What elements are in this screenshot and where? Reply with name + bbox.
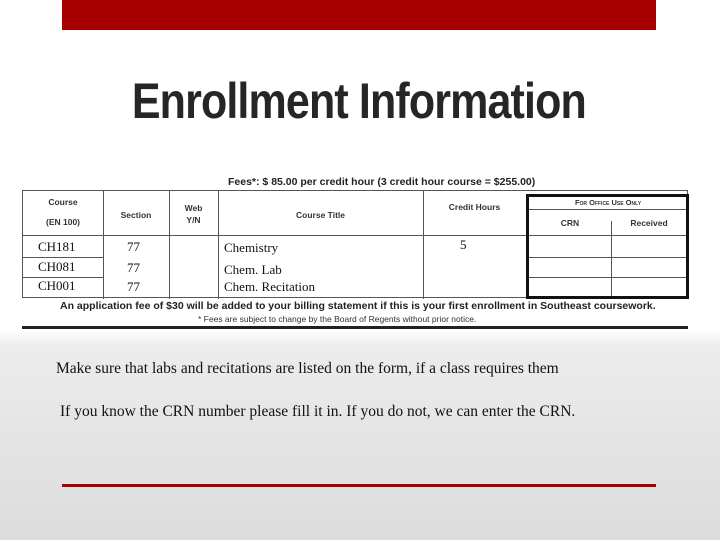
row-3-course: CH001 bbox=[38, 278, 76, 293]
labs-note: Make sure that labs and recitations are listed on the form, if a class requires them bbox=[56, 360, 559, 377]
row-1-section: 77 bbox=[127, 239, 140, 254]
col-divider bbox=[218, 191, 219, 299]
row-1-credit: 5 bbox=[460, 237, 467, 252]
row-2-title: Chem. Lab bbox=[224, 262, 282, 277]
header-web: Web bbox=[184, 203, 203, 213]
header-credit-hours: Credit Hours bbox=[448, 202, 501, 212]
enrollment-form-image bbox=[0, 168, 720, 330]
top-accent-bar bbox=[62, 0, 656, 30]
col-divider bbox=[103, 191, 104, 299]
row-divider bbox=[23, 257, 103, 258]
row-2-course: CH081 bbox=[38, 259, 76, 274]
header-course: Course bbox=[48, 197, 78, 207]
row-1-course: CH181 bbox=[38, 239, 76, 254]
header-office-use: For Office Use Only bbox=[574, 198, 642, 207]
header-received: Received bbox=[630, 218, 668, 228]
header-yn: Y/N bbox=[186, 215, 201, 225]
fees-text: Fees*: $ 85.00 per credit hour (3 credit hour course = $255.00) bbox=[228, 176, 536, 188]
fee-change-note: * Fees are subject to change by the Board of Regents without prior notice. bbox=[198, 314, 477, 324]
header-crn: CRN bbox=[560, 218, 580, 228]
row-2-section: 77 bbox=[127, 260, 140, 275]
course-table bbox=[22, 190, 688, 298]
application-fee-text: An application fee of $30 will be added to your billing statement if this is your first enrollment in Southeast coursework. bbox=[60, 300, 656, 312]
row-1-title: Chemistry bbox=[224, 240, 279, 255]
row-3-section: 77 bbox=[127, 279, 140, 294]
office-use-box bbox=[526, 194, 689, 299]
header-section: Section bbox=[120, 210, 152, 220]
row-3-title: Chem. Recitation bbox=[224, 279, 315, 294]
header-course-title: Course Title bbox=[296, 210, 345, 220]
bottom-accent-rule bbox=[62, 484, 656, 487]
form-bottom-rule bbox=[22, 326, 688, 329]
crn-note: If you know the CRN number please fill it in. If you do not, we can enter the CRN. bbox=[60, 403, 576, 420]
header-course-example: (EN 100) bbox=[45, 217, 80, 227]
page-title: Enrollment Information bbox=[131, 73, 586, 129]
